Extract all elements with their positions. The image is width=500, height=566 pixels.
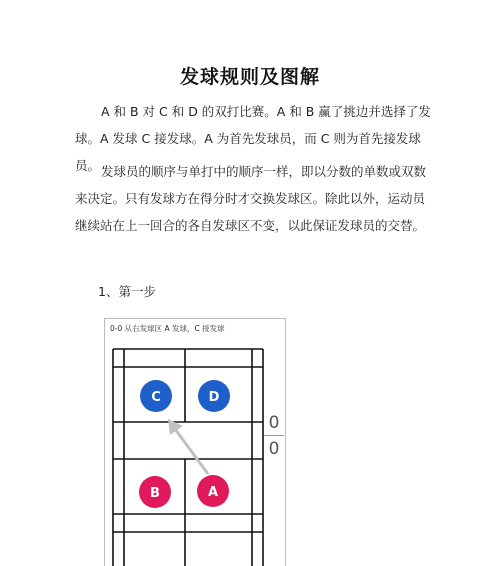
paragraph-rules: 发球员的顺序与单打中的顺序一样，即以分数的单数或双数来决定。只有发球方在得分时才交换发球区。除此以外，运动员继续站在上一回合的各自发球区不变，以此保证发球员的交替。 [75, 164, 427, 233]
paragraph-intro: A 和 B 对 C 和 D 的双打比赛。A 和 B 赢了挑边并选择了发球。A 发球 C 接发球。A 为首先发球员，而 C 则为首先接发球员。 [75, 104, 431, 173]
court-figure [104, 318, 286, 566]
score-bottom: 0 [268, 439, 280, 459]
court-lines [113, 349, 263, 566]
document-title: 发球规则及图解 [179, 66, 320, 88]
score-top: 0 [268, 413, 280, 433]
step-heading: 1、第一步 [98, 284, 156, 299]
player-b-label: B [150, 486, 160, 501]
scoreboard [264, 412, 284, 460]
player-c-label: C [151, 390, 161, 405]
figure-caption: 0-0 从右发球区 A 发球，C 接发球 [110, 324, 225, 333]
player-d-label: D [208, 390, 220, 405]
score-divider [264, 435, 284, 436]
court-diagram [105, 319, 285, 566]
serve-arrow [175, 429, 208, 474]
player-a-label: A [207, 485, 219, 500]
